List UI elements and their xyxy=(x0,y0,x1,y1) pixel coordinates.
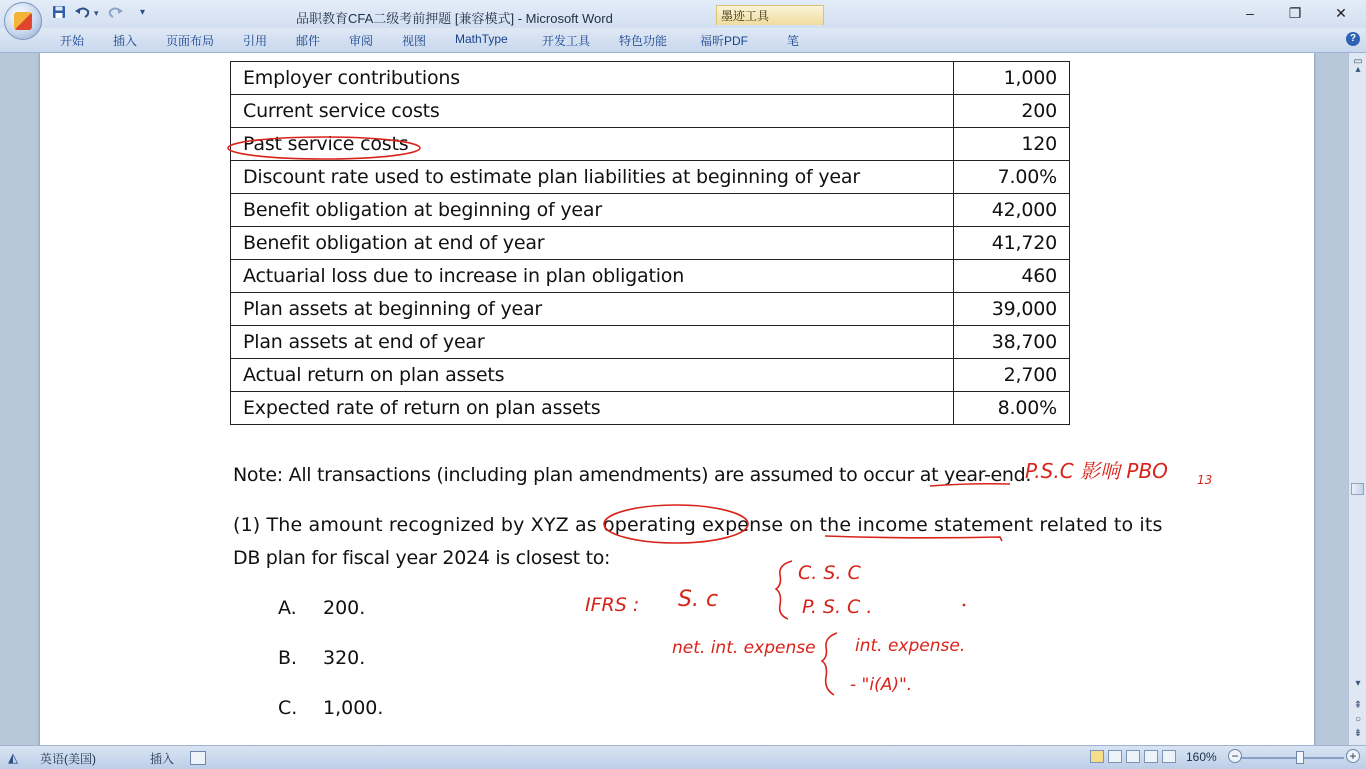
table-row xyxy=(231,260,1070,293)
row-value: 1,000 xyxy=(954,62,1070,95)
tab-developer[interactable]: 开发工具 xyxy=(542,34,591,48)
row-value: 7.00% xyxy=(954,161,1070,194)
full-screen-reading-icon[interactable] xyxy=(1108,750,1122,763)
scroll-down-icon[interactable]: ▾ xyxy=(1355,678,1361,689)
option-c-text: 1,000. xyxy=(323,697,384,719)
outline-view-icon[interactable] xyxy=(1144,750,1158,763)
table-row xyxy=(231,227,1070,260)
row-value: 42,000 xyxy=(954,194,1070,227)
tab-mailings[interactable]: 邮件 xyxy=(296,34,321,48)
tab-home[interactable]: 开始 xyxy=(60,34,85,48)
row-value: 39,000 xyxy=(954,293,1070,326)
scroll-thumb[interactable] xyxy=(1351,483,1364,495)
ruler-toggle-icon[interactable]: ▭ xyxy=(1353,56,1363,67)
web-layout-icon[interactable] xyxy=(1126,750,1140,763)
table-row xyxy=(231,293,1070,326)
row-label: Current service costs xyxy=(231,95,954,128)
ink-net-int-expense: net. int. expense xyxy=(672,638,816,658)
row-value: 120 xyxy=(954,128,1070,161)
row-label: Past service costs xyxy=(231,128,954,161)
status-bar xyxy=(0,745,1366,769)
title-bar xyxy=(0,0,1366,28)
proofing-icon[interactable]: ◭ xyxy=(8,750,18,765)
ink-tools-contextual-tab[interactable]: 墨迹工具 xyxy=(716,5,824,25)
option-c-letter: C. xyxy=(278,697,298,719)
row-label: Plan assets at end of year xyxy=(231,326,954,359)
ink-sc: S. c xyxy=(678,587,719,612)
save-icon[interactable] xyxy=(52,5,66,21)
row-label: Expected rate of return on plan assets xyxy=(231,392,954,425)
table-row xyxy=(231,392,1070,425)
document-area xyxy=(0,53,1348,745)
note-text: Note: All transactions (including plan amendments) are assumed to occur at year-end. xyxy=(233,464,1032,486)
ink-csc: C. S. C xyxy=(798,562,861,584)
question-line-2: DB plan for fiscal year 2024 is closest to: xyxy=(233,547,611,569)
ink-brace-sc xyxy=(776,561,792,619)
row-value: 41,720 xyxy=(954,227,1070,260)
office-logo-icon xyxy=(14,12,32,30)
row-label: Actual return on plan assets xyxy=(231,359,954,392)
ink-psc-subscript: 13 xyxy=(1197,473,1213,487)
ink-brace-expense xyxy=(822,633,837,695)
zoom-out-icon[interactable]: − xyxy=(1228,749,1242,763)
window-title: 品职教育CFA二级考前押题 [兼容模式] - Microsoft Word xyxy=(296,11,613,26)
row-value: 38,700 xyxy=(954,326,1070,359)
tab-pen[interactable]: 笔 xyxy=(787,34,800,48)
undo-dropdown-icon[interactable]: ▾ xyxy=(94,8,99,18)
ink-dot xyxy=(963,604,966,607)
office-button[interactable] xyxy=(4,2,42,40)
print-layout-view-icon[interactable] xyxy=(1090,750,1104,763)
row-label: Discount rate used to estimate plan liabilities at beginning of year xyxy=(231,161,954,194)
ink-minus-return: - "i(A)". xyxy=(850,675,913,695)
table-row xyxy=(231,95,1070,128)
option-b-letter: B. xyxy=(278,647,298,669)
row-label: Actuarial loss due to increase in plan obligation xyxy=(231,260,954,293)
tab-review[interactable]: 审阅 xyxy=(349,34,374,48)
tab-page-layout[interactable]: 页面布局 xyxy=(166,34,215,48)
ink-int-expense: int. expense. xyxy=(855,636,966,656)
table-row xyxy=(231,194,1070,227)
minimize-button[interactable]: – xyxy=(1246,5,1254,21)
question-line-1: (1) The amount recognized by XYZ as operating expense on the income statement related to its xyxy=(233,514,1163,536)
table-row xyxy=(231,128,1070,161)
tab-foxit-pdf[interactable]: 福昕PDF xyxy=(700,34,749,48)
next-page-icon[interactable]: ⇟ xyxy=(1353,728,1363,739)
option-a-text: 200. xyxy=(323,597,366,619)
option-a-letter: A. xyxy=(278,597,297,619)
tab-insert[interactable]: 插入 xyxy=(113,34,138,48)
select-browse-object-icon[interactable]: ○ xyxy=(1354,714,1362,725)
tab-view[interactable]: 视图 xyxy=(402,34,427,48)
ink-psc: P. S. C . xyxy=(802,596,873,618)
zoom-slider[interactable] xyxy=(1240,757,1344,759)
row-label: Employer contributions xyxy=(231,62,954,95)
previous-page-icon[interactable]: ⇞ xyxy=(1353,700,1363,711)
language-indicator[interactable]: 英语(美国) xyxy=(40,752,96,766)
insert-mode-indicator[interactable]: 插入 xyxy=(150,752,175,766)
scroll-up-icon[interactable]: ▴ xyxy=(1355,64,1361,75)
tab-mathtype[interactable]: MathType xyxy=(455,32,508,46)
row-label: Plan assets at beginning of year xyxy=(231,293,954,326)
row-value: 460 xyxy=(954,260,1070,293)
tab-features[interactable]: 特色功能 xyxy=(619,34,668,48)
zoom-slider-knob[interactable] xyxy=(1296,751,1304,764)
ink-ifrs: IFRS : xyxy=(585,594,640,616)
redo-icon[interactable] xyxy=(106,5,124,21)
table-row xyxy=(231,326,1070,359)
ink-psc-note: P.S.C 影响 PBO xyxy=(1025,459,1168,483)
table-row xyxy=(231,62,1070,95)
row-value: 8.00% xyxy=(954,392,1070,425)
row-value: 200 xyxy=(954,95,1070,128)
restore-button[interactable]: ❐ xyxy=(1288,5,1302,21)
tab-references[interactable]: 引用 xyxy=(243,34,268,48)
macro-record-icon[interactable] xyxy=(190,751,206,765)
row-label: Benefit obligation at end of year xyxy=(231,227,954,260)
vertical-scrollbar[interactable] xyxy=(1348,53,1366,745)
ribbon-tabs xyxy=(0,28,1366,53)
draft-view-icon[interactable] xyxy=(1162,750,1176,763)
customize-toolbar-icon[interactable]: ▾ xyxy=(140,7,146,18)
table-row xyxy=(231,161,1070,194)
pension-data-table xyxy=(230,61,1070,425)
document-page[interactable] xyxy=(40,53,1314,745)
option-b-text: 320. xyxy=(323,647,366,669)
close-button[interactable]: ✕ xyxy=(1335,5,1347,21)
row-label: Benefit obligation at beginning of year xyxy=(231,194,954,227)
undo-icon[interactable] xyxy=(74,5,92,21)
zoom-level[interactable]: 160% xyxy=(1186,750,1217,764)
help-icon[interactable]: ? xyxy=(1346,32,1360,46)
table-row xyxy=(231,359,1070,392)
ink-underline-income-statement xyxy=(825,536,1002,541)
row-value: 2,700 xyxy=(954,359,1070,392)
zoom-in-icon[interactable]: + xyxy=(1346,749,1360,763)
